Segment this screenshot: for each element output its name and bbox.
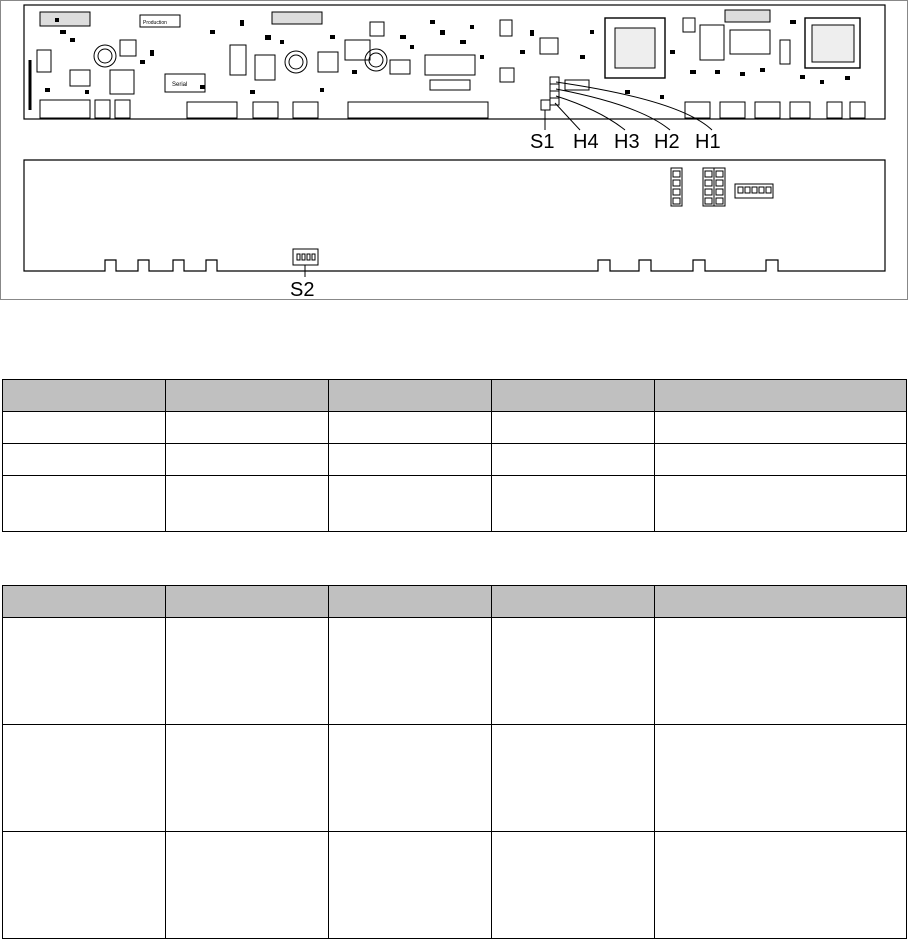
top-board-small-parts xyxy=(45,18,850,99)
callout-s2: S2 xyxy=(290,279,315,300)
table-1-header-cell xyxy=(655,380,907,412)
table-cell xyxy=(3,412,166,444)
table-cell xyxy=(166,444,329,476)
table-cell xyxy=(492,832,655,939)
table-cell xyxy=(329,725,492,832)
table-cell xyxy=(655,618,907,725)
led-h2 xyxy=(550,84,559,91)
table-2-header-cell xyxy=(3,586,166,618)
callout-h2: H2 xyxy=(654,131,680,153)
table-cell xyxy=(166,725,329,832)
table-2-header-cell xyxy=(492,586,655,618)
table-cell xyxy=(492,618,655,725)
table-cell xyxy=(166,618,329,725)
terminal-blocks xyxy=(671,168,773,206)
table-1-header-cell xyxy=(329,380,492,412)
table-row xyxy=(3,618,907,725)
table-1-header-cell xyxy=(166,380,329,412)
led-h1 xyxy=(550,77,559,84)
switch-s2 xyxy=(293,249,318,277)
table-1-header-cell xyxy=(3,380,166,412)
callout-h1: H1 xyxy=(695,131,721,153)
production-label: Production xyxy=(143,20,167,26)
table-cell xyxy=(329,618,492,725)
led-h4 xyxy=(550,98,559,105)
callout-leaders xyxy=(545,82,712,130)
table-cell xyxy=(329,832,492,939)
table-2-header-cell xyxy=(329,586,492,618)
table-cell xyxy=(492,444,655,476)
table-cell xyxy=(3,618,166,725)
callout-h3: H3 xyxy=(614,131,640,153)
table-row xyxy=(3,412,907,444)
table-cell xyxy=(3,832,166,939)
table-row xyxy=(3,444,907,476)
table-row xyxy=(3,725,907,832)
table-1-header-row xyxy=(3,380,907,412)
table-2 xyxy=(2,585,907,939)
serial-label: Serial xyxy=(172,82,188,88)
table-cell xyxy=(492,412,655,444)
table-cell xyxy=(166,412,329,444)
table-2-header-cell xyxy=(655,586,907,618)
table-1-header-cell xyxy=(492,380,655,412)
table-2-header-row xyxy=(3,586,907,618)
table-cell xyxy=(3,725,166,832)
table-row xyxy=(3,476,907,532)
table-cell xyxy=(655,725,907,832)
table-cell xyxy=(492,476,655,532)
callout-s1: S1 xyxy=(530,131,555,153)
table-cell xyxy=(329,412,492,444)
switch-s1 xyxy=(541,100,550,110)
top-board-connectors xyxy=(40,100,865,118)
table-cell xyxy=(329,444,492,476)
table-cell xyxy=(3,476,166,532)
table-cell xyxy=(655,444,907,476)
table-row xyxy=(3,832,907,939)
table-cell xyxy=(655,476,907,532)
table-cell xyxy=(166,832,329,939)
bottom-board-outline xyxy=(24,160,885,271)
table-cell xyxy=(3,444,166,476)
callout-h4: H4 xyxy=(573,131,599,153)
table-cell xyxy=(492,725,655,832)
table-cell xyxy=(329,476,492,532)
table-1 xyxy=(2,379,907,532)
figure-frame xyxy=(1,1,908,300)
table-2-header-cell xyxy=(166,586,329,618)
circuit-board-diagram xyxy=(0,0,908,300)
table-cell xyxy=(655,412,907,444)
table-cell xyxy=(166,476,329,532)
table-cell xyxy=(655,832,907,939)
